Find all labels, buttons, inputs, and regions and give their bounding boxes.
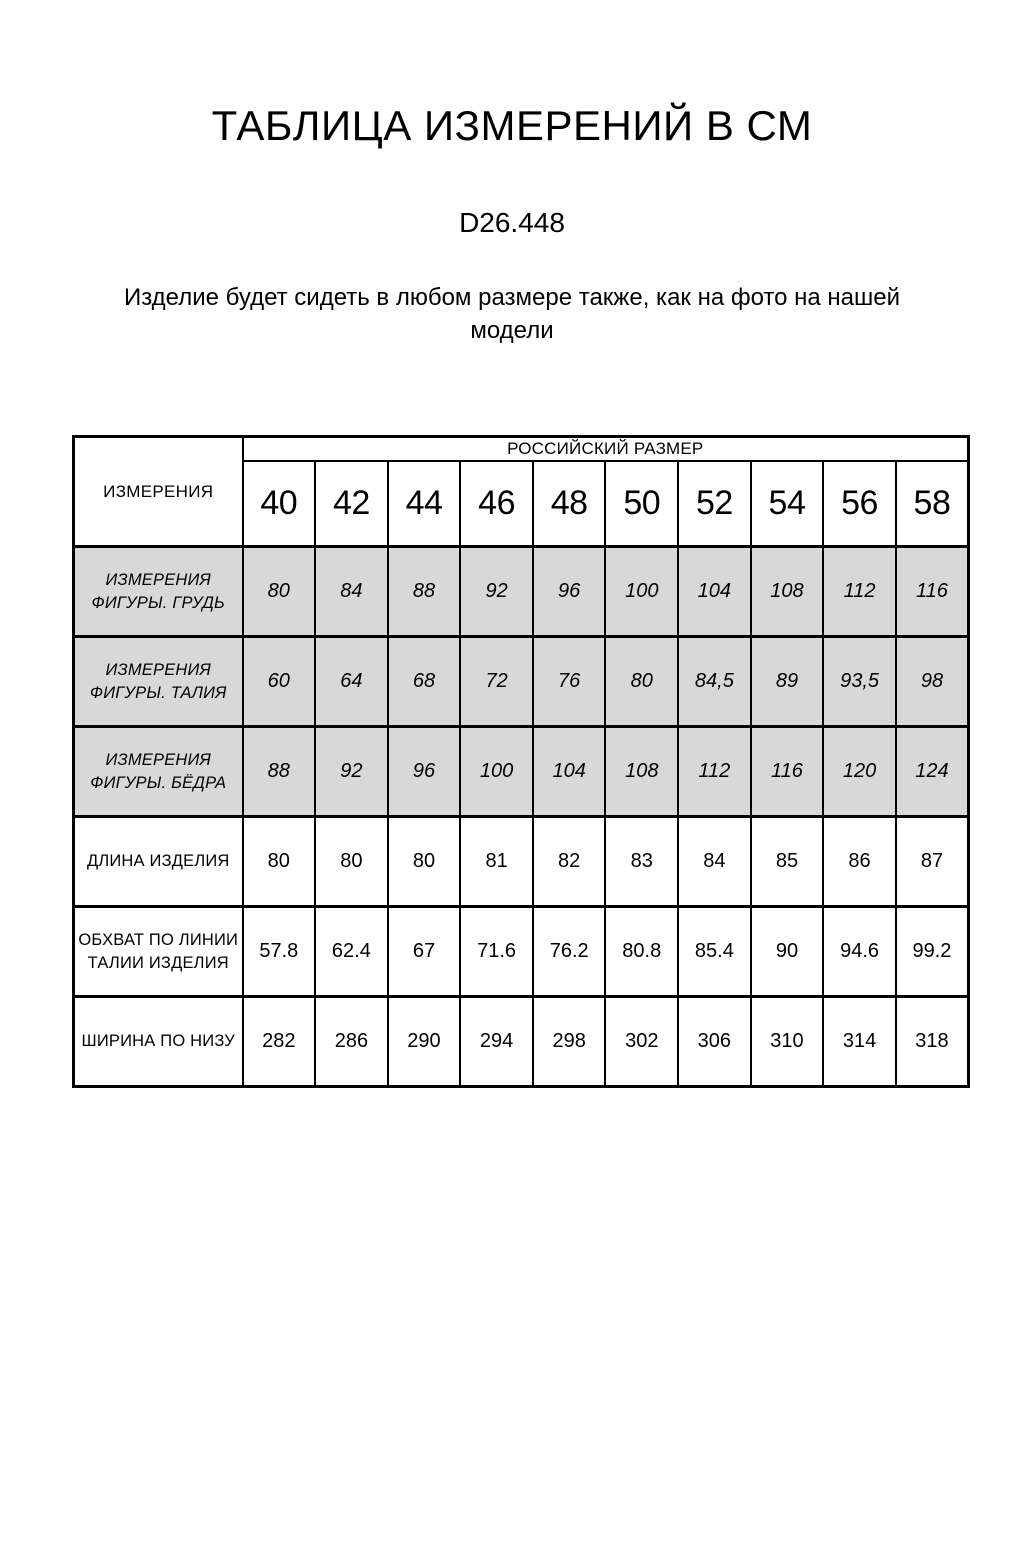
article-code: D26.448 <box>459 207 565 239</box>
size-header: 50 <box>605 461 678 547</box>
row-label: ИЗМЕРЕНИЯ ФИГУРЫ. ТАЛИЯ <box>74 637 243 727</box>
value-cell: 68 <box>388 637 461 727</box>
size-header: 48 <box>533 461 606 547</box>
row-label: ИЗМЕРЕНИЯ ФИГУРЫ. ГРУДЬ <box>74 547 243 637</box>
measurements-table <box>72 435 970 1088</box>
value-cell: 89 <box>751 637 824 727</box>
table-row <box>74 547 969 637</box>
row-label: ОБХВАТ ПО ЛИНИИ ТАЛИИ ИЗДЕЛИЯ <box>74 907 243 997</box>
table-head <box>74 437 969 547</box>
table-row <box>74 727 969 817</box>
value-cell: 87 <box>896 817 969 907</box>
value-cell: 306 <box>678 997 751 1087</box>
value-cell: 90 <box>751 907 824 997</box>
value-cell: 318 <box>896 997 969 1087</box>
value-cell: 96 <box>533 547 606 637</box>
value-cell: 88 <box>388 547 461 637</box>
value-cell: 116 <box>751 727 824 817</box>
value-cell: 120 <box>823 727 896 817</box>
value-cell: 99.2 <box>896 907 969 997</box>
value-cell: 83 <box>605 817 678 907</box>
value-cell: 302 <box>605 997 678 1087</box>
value-cell: 92 <box>315 727 388 817</box>
value-cell: 80 <box>243 547 316 637</box>
value-cell: 294 <box>460 997 533 1087</box>
value-cell: 104 <box>678 547 751 637</box>
value-cell: 57.8 <box>243 907 316 997</box>
value-cell: 108 <box>605 727 678 817</box>
table-body <box>74 547 969 1087</box>
value-cell: 64 <box>315 637 388 727</box>
value-cell: 94.6 <box>823 907 896 997</box>
value-cell: 60 <box>243 637 316 727</box>
value-cell: 92 <box>460 547 533 637</box>
table-row <box>74 997 969 1087</box>
row-label: ИЗМЕРЕНИЯ ФИГУРЫ. БЁДРА <box>74 727 243 817</box>
value-cell: 71.6 <box>460 907 533 997</box>
table-row <box>74 907 969 997</box>
size-header: 40 <box>243 461 316 547</box>
value-cell: 100 <box>605 547 678 637</box>
value-cell: 98 <box>896 637 969 727</box>
size-header: 52 <box>678 461 751 547</box>
value-cell: 314 <box>823 997 896 1087</box>
value-cell: 108 <box>751 547 824 637</box>
row-label: ШИРИНА ПО НИЗУ <box>74 997 243 1087</box>
value-cell: 116 <box>896 547 969 637</box>
value-cell: 62.4 <box>315 907 388 997</box>
value-cell: 310 <box>751 997 824 1087</box>
value-cell: 88 <box>243 727 316 817</box>
value-cell: 100 <box>460 727 533 817</box>
value-cell: 81 <box>460 817 533 907</box>
value-cell: 124 <box>896 727 969 817</box>
value-cell: 112 <box>678 727 751 817</box>
row-label: ДЛИНА ИЗДЕЛИЯ <box>74 817 243 907</box>
value-cell: 84 <box>678 817 751 907</box>
value-cell: 80 <box>315 817 388 907</box>
value-cell: 80 <box>605 637 678 727</box>
value-cell: 80 <box>388 817 461 907</box>
table-row <box>74 817 969 907</box>
value-cell: 286 <box>315 997 388 1087</box>
measurements-corner-label: ИЗМЕРЕНИЯ <box>74 437 243 547</box>
size-header: 46 <box>460 461 533 547</box>
value-cell: 298 <box>533 997 606 1087</box>
value-cell: 80.8 <box>605 907 678 997</box>
value-cell: 290 <box>388 997 461 1087</box>
size-header: 58 <box>896 461 969 547</box>
size-header: 54 <box>751 461 824 547</box>
group-header-row <box>74 437 969 461</box>
value-cell: 84 <box>315 547 388 637</box>
value-cell: 104 <box>533 727 606 817</box>
value-cell: 76.2 <box>533 907 606 997</box>
value-cell: 96 <box>388 727 461 817</box>
value-cell: 82 <box>533 817 606 907</box>
page <box>0 102 1024 1550</box>
size-header: 42 <box>315 461 388 547</box>
size-header: 44 <box>388 461 461 547</box>
value-cell: 80 <box>243 817 316 907</box>
size-group-header: РОССИЙСКИЙ РАЗМЕР <box>243 437 969 461</box>
value-cell: 85 <box>751 817 824 907</box>
page-title: ТАБЛИЦА ИЗМЕРЕНИЙ В СМ <box>211 102 813 149</box>
subtitle: Изделие будет сидеть в любом размере также, как на фото на нашей модели <box>123 284 901 345</box>
value-cell: 112 <box>823 547 896 637</box>
value-cell: 93,5 <box>823 637 896 727</box>
value-cell: 282 <box>243 997 316 1087</box>
value-cell: 84,5 <box>678 637 751 727</box>
value-cell: 72 <box>460 637 533 727</box>
value-cell: 67 <box>388 907 461 997</box>
value-cell: 85.4 <box>678 907 751 997</box>
size-header: 56 <box>823 461 896 547</box>
value-cell: 86 <box>823 817 896 907</box>
table-row <box>74 637 969 727</box>
value-cell: 76 <box>533 637 606 727</box>
